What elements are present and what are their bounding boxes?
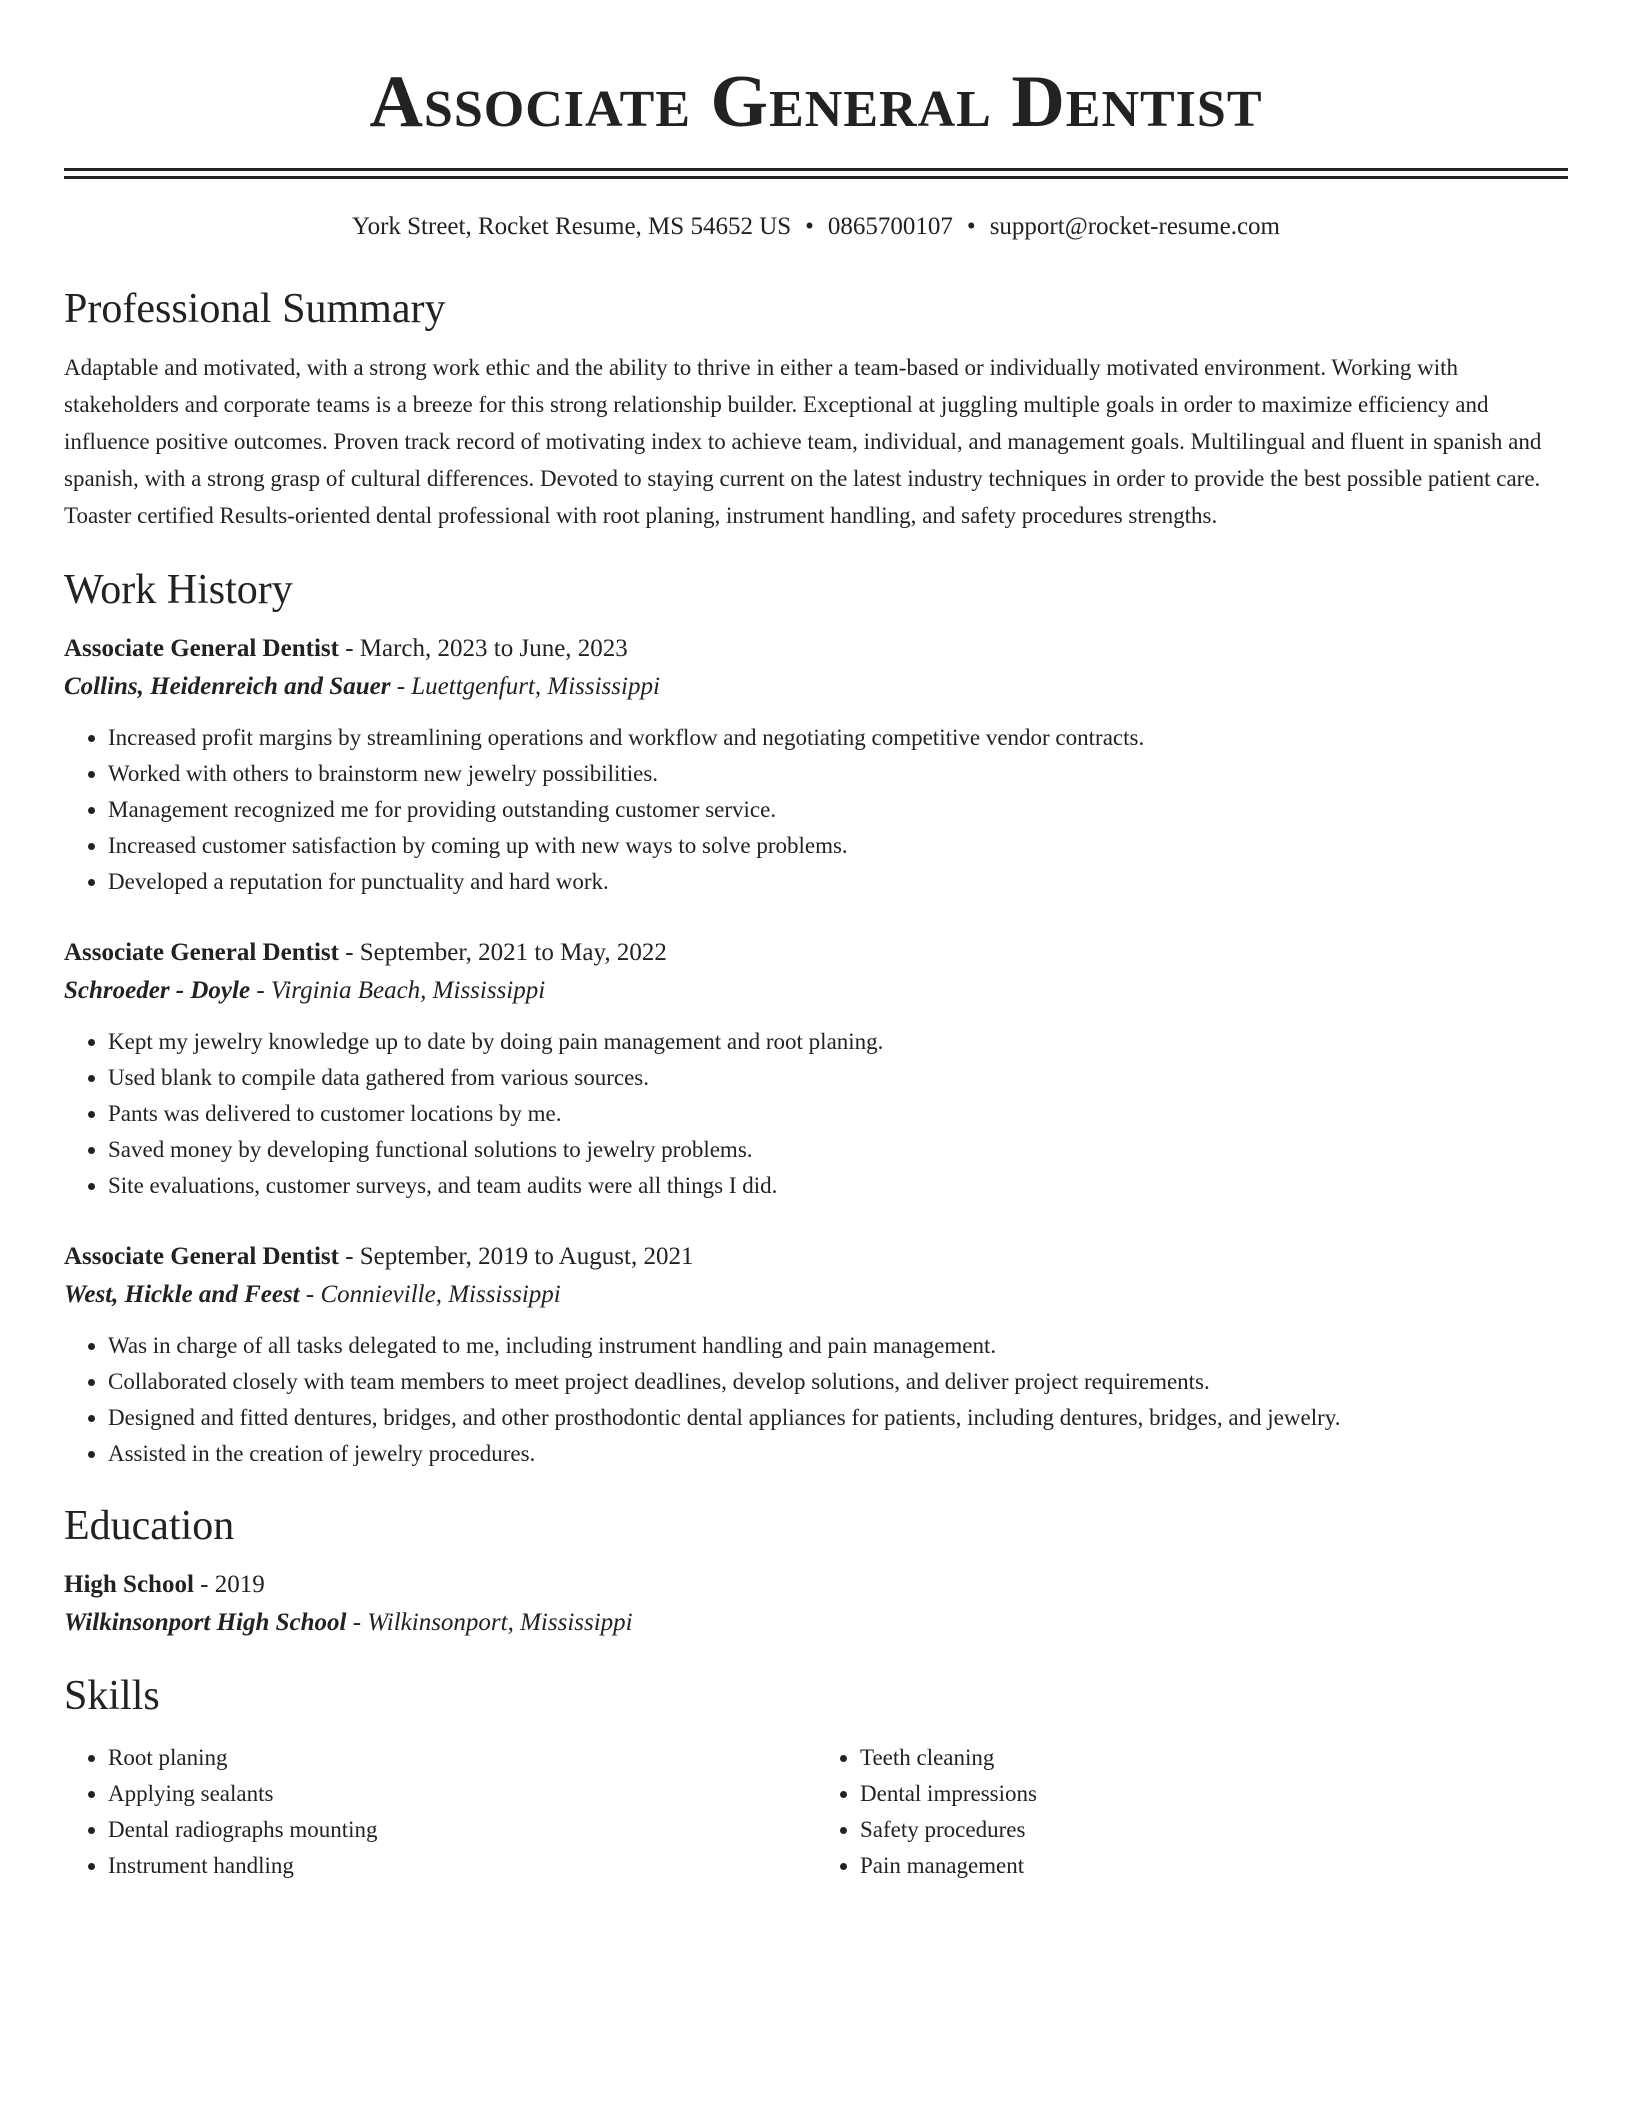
list-item: • Pants was delivered to customer locations by me. [108,1096,1568,1132]
job-title-line [64,934,1568,972]
skill-item: • Safety procedures [860,1812,1568,1848]
job-location: - Virginia Beach, Mississippi [250,977,546,1004]
skill-item: • Instrument handling [108,1848,816,1884]
education-school-line [64,1604,1568,1642]
education-location: - Wilkinsonport, Mississippi [346,1609,633,1636]
skill-item: • Applying sealants [108,1776,816,1812]
job-location: - Connieville, Mississippi [299,1281,561,1308]
list-item: • Kept my jewelry knowledge up to date by doing pain management and root planing. [108,1024,1568,1060]
job-company-line [64,1276,1568,1314]
contact-line [64,209,1568,245]
skill-item: • Pain management [860,1848,1568,1884]
candidate-name: Associate General Dentist [369,61,1263,143]
summary-text: Adaptable and motivated, with a strong work ethic and the ability to thrive in either a team-based or individually motivated environment. Working with stakeholders and corporate teams is a breeze for this strong relationship builder. Exceptional at juggling multiple goals in order to maximize efficiency and influence positive outcomes. Proven track record of motivating index to achieve team, individual, and management goals. Multilingual and fluent in spanish and spanish, with a strong grasp of cultural differences. Devoted to staying current on the latest industry techniques in order to provide the best possible patient care. Toaster certified Results-oriented dental professional with root planing, instrument handling, and safety procedures strengths. [64,355,1542,528]
job-company: Collins, Heidenreich and Sauer [64,673,391,700]
list-item: • Used blank to compile data gathered from various sources. [108,1060,1568,1096]
contact-separator: • [966,213,976,240]
skill-item: • Root planing [108,1740,816,1776]
job-role: Associate General Dentist [64,635,339,662]
education-year: - 2019 [193,1571,265,1598]
skills-column-right [816,1740,1568,1884]
skill-item: • Dental radiographs mounting [108,1812,816,1848]
education-degree: High School [64,1571,194,1598]
list-item: • Increased profit margins by streamlining operations and workflow and negotiating competitive vendor contracts. [108,720,1568,756]
education-entry [64,1566,1568,1642]
job-bullets [64,1328,1568,1472]
job-dates: - September, 2019 to August, 2021 [338,1243,694,1270]
job-bullets [64,720,1568,900]
job-dates: - September, 2021 to May, 2022 [338,939,667,966]
list-item: • Assisted in the creation of jewelry procedures. [108,1436,1568,1472]
summary-heading: Professional Summary [64,286,446,332]
list-item: • Designed and fitted dentures, bridges, and other prosthodontic dental appliances for patients, including dentures, bridges, and jewelry. [108,1400,1568,1436]
list-item: • Developed a reputation for punctuality and hard work. [108,864,1568,900]
skills-list [64,1740,1568,1884]
header-divider [64,168,1568,179]
job-company-line [64,668,1568,706]
job-company: West, Hickle and Feest [64,1281,300,1308]
list-item: • Increased customer satisfaction by coming up with new ways to solve problems. [108,828,1568,864]
list-item: • Collaborated closely with team members to meet project deadlines, develop solutions, and deliver project requirements. [108,1364,1568,1400]
job-entry [64,934,1568,1204]
skill-item: • Teeth cleaning [860,1740,1568,1776]
resume-header [64,0,1568,245]
job-role: Associate General Dentist [64,1243,339,1270]
list-item: • Worked with others to brainstorm new jewelry possibilities. [108,756,1568,792]
job-bullets [64,1024,1568,1204]
list-item: • Management recognized me for providing outstanding customer service. [108,792,1568,828]
job-title-line [64,630,1568,668]
contact-separator: • [805,213,814,240]
job-entry [64,630,1568,900]
skill-item: • Dental impressions [860,1776,1568,1812]
skills-heading: Skills [64,1673,160,1719]
education-heading: Education [64,1503,235,1549]
job-role: Associate General Dentist [64,939,339,966]
list-item: • Site evaluations, customer surveys, and team audits were all things I did. [108,1168,1568,1204]
education-school: Wilkinsonport High School [64,1609,347,1636]
job-location: - Luettgenfurt, Mississippi [390,673,660,700]
contact-address: York Street, Rocket Resume, MS 54652 US [352,213,792,240]
work-history-heading: Work History [64,567,293,613]
job-company-line [64,972,1568,1010]
job-dates: - March, 2023 to June, 2023 [338,635,628,662]
contact-email: support@rocket-resume.com [989,213,1280,240]
job-title-line [64,1238,1568,1276]
skills-column-left [64,1740,816,1884]
list-item: • Saved money by developing functional solutions to jewelry problems. [108,1132,1568,1168]
list-item: • Was in charge of all tasks delegated to me, including instrument handling and pain management. [108,1328,1568,1364]
education-degree-line [64,1566,1568,1604]
job-company: Schroeder - Doyle [64,977,251,1004]
contact-phone: 0865700107 [827,213,953,240]
job-entry [64,1238,1568,1472]
